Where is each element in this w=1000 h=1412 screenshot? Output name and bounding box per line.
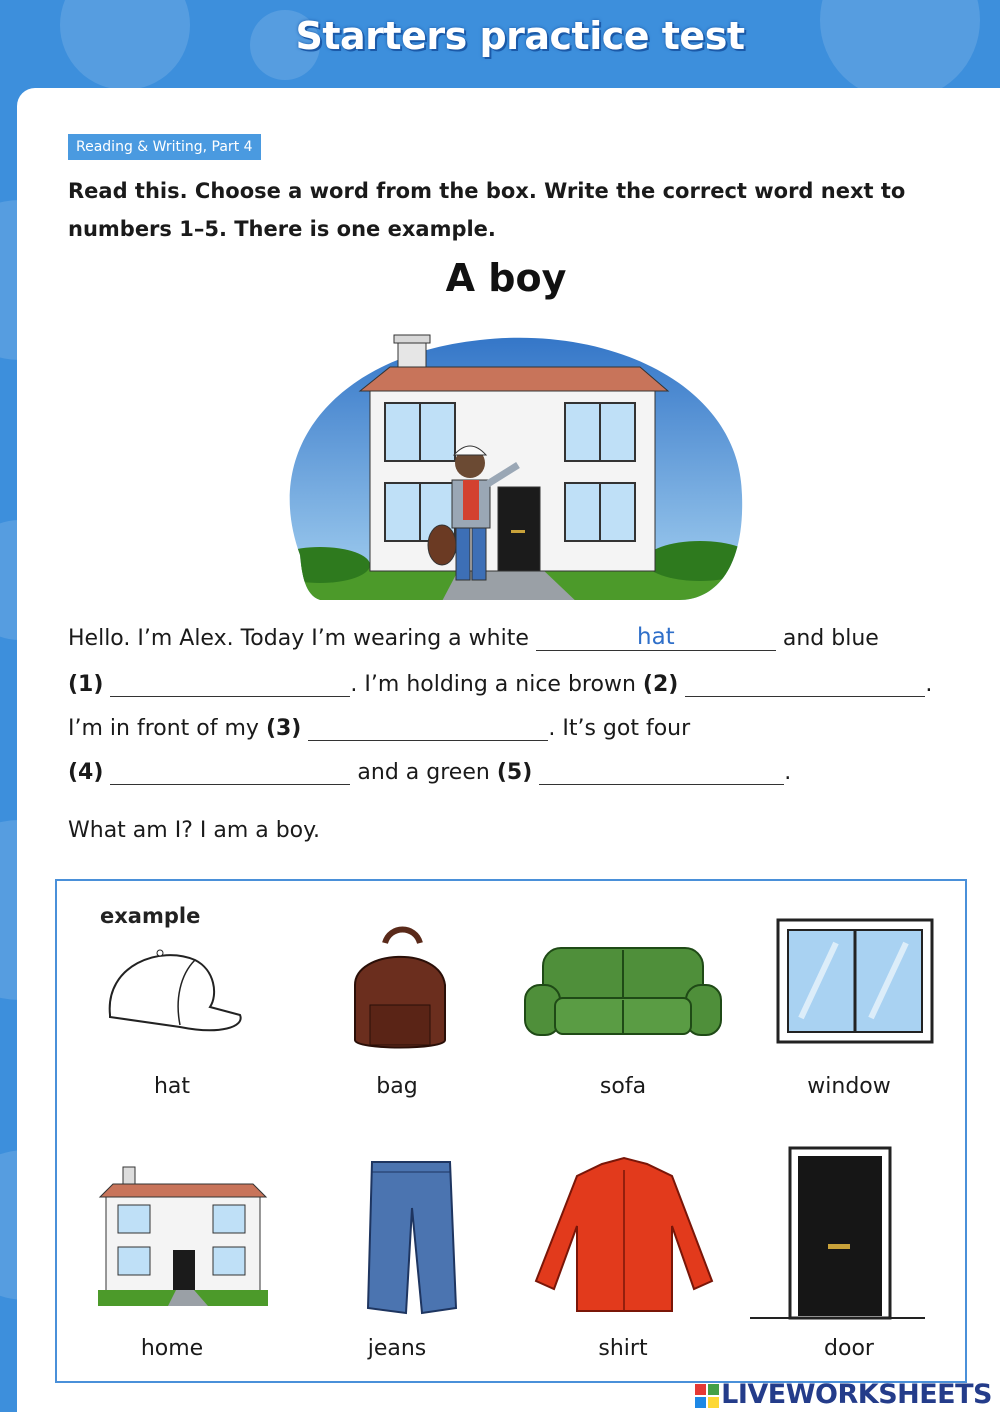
word-sofa: sofa bbox=[599, 1074, 647, 1099]
number-1: (1) bbox=[68, 672, 104, 697]
number-2: (2) bbox=[642, 672, 679, 697]
section-badge: Reading & Writing, Part 4 bbox=[68, 134, 261, 160]
jeans-icon bbox=[360, 1158, 460, 1318]
shirt-icon bbox=[532, 1156, 717, 1316]
story-closing: What am I? I am a boy. bbox=[68, 818, 321, 843]
example-label: example bbox=[100, 904, 201, 928]
instructions-text: Read this. Choose a word from the box. Write the correct word next to numbers 1–5. There is one example. bbox=[68, 179, 906, 241]
example-answer-blank bbox=[536, 624, 776, 651]
sofa-icon bbox=[523, 940, 723, 1050]
word-bag: bag bbox=[376, 1074, 418, 1099]
word-door: door bbox=[824, 1336, 874, 1361]
number-5: (5) bbox=[496, 760, 533, 785]
answer-blank-4[interactable] bbox=[110, 758, 350, 785]
story-title: A boy bbox=[445, 256, 567, 300]
number-3: (3) bbox=[265, 716, 302, 741]
word-shirt: shirt bbox=[598, 1336, 648, 1361]
liveworksheets-logo-icon bbox=[695, 1384, 719, 1408]
story-line1-text: Hello. I’m Alex. Today I’m wearing a white bbox=[68, 626, 529, 651]
liveworksheets-brand: LIVEWORKSHEETS bbox=[721, 1379, 992, 1410]
house-scene-illustration bbox=[280, 325, 750, 605]
story-line2-text: . I’m holding a nice brown bbox=[350, 672, 636, 697]
story-line4-text: and a green bbox=[357, 760, 490, 785]
word-window: window bbox=[807, 1074, 891, 1099]
word-jeans: jeans bbox=[367, 1336, 427, 1361]
answer-blank-3[interactable] bbox=[308, 714, 548, 741]
story-line3-text: I’m in front of my bbox=[68, 716, 259, 741]
story-line4-end: . bbox=[784, 760, 792, 785]
answer-blank-5[interactable] bbox=[539, 758, 784, 785]
house-icon bbox=[98, 1162, 268, 1312]
answer-blank-1[interactable] bbox=[110, 670, 350, 697]
answer-blank-2[interactable] bbox=[685, 670, 925, 697]
cap-icon bbox=[100, 945, 245, 1040]
backpack-icon bbox=[340, 925, 455, 1055]
story-line2-end: . bbox=[925, 672, 933, 697]
story-line3-end: . It’s got four bbox=[548, 716, 691, 741]
page-header-title: Starters practice test bbox=[295, 14, 745, 58]
example-answer: hat bbox=[637, 624, 675, 650]
word-home: home bbox=[140, 1336, 204, 1361]
liveworksheets-footer bbox=[695, 1379, 992, 1410]
number-4: (4) bbox=[68, 760, 104, 785]
door-icon bbox=[750, 1146, 925, 1321]
word-hat: hat bbox=[153, 1074, 191, 1099]
window-icon bbox=[776, 918, 936, 1045]
story-line1-end: and blue bbox=[782, 626, 879, 651]
